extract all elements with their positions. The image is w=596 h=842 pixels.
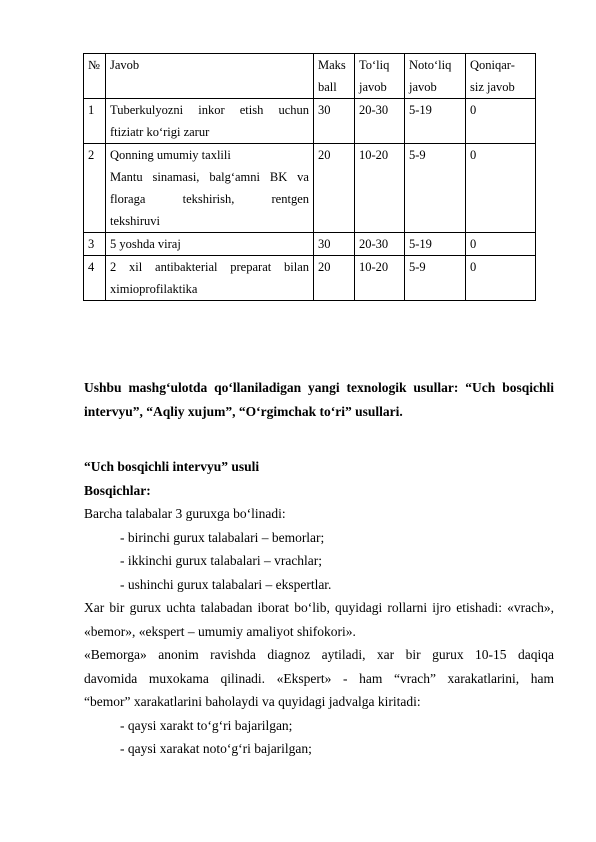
cell-answer: Tuberkulyozni inkor etish uchun ftiziatr ko‘rigi zarur (106, 99, 314, 144)
cell-incomplete: 5-9 (405, 144, 466, 233)
cell-correct: 10-20 (355, 256, 405, 301)
cell-correct: 10-20 (355, 144, 405, 233)
groups-intro: Barcha talabalar 3 guruxga bo‘linadi: (84, 506, 286, 521)
header-number: № (84, 54, 106, 99)
paragraph-line: «bemor», «ekspert – umumiy amaliyot shifokori». (84, 623, 356, 639)
header-max-score: Maks ball (314, 54, 355, 99)
table-row (84, 99, 536, 144)
header-incomplete-answer: Noto‘liq javob (405, 54, 466, 99)
table-header-row (84, 54, 536, 99)
table-row (84, 233, 536, 256)
cell-unsatisfactory: 0 (466, 144, 536, 233)
cell-max: 30 (314, 99, 355, 144)
header-unsatisfactory-answer: Qoniqar- siz javob (466, 54, 536, 99)
cell-incomplete: 5-9 (405, 256, 466, 301)
list-item: - qaysi xarakat noto‘g‘ri bajarilgan; (120, 741, 312, 756)
cell-unsatisfactory: 0 (466, 233, 536, 256)
stages-label: Bosqichlar: (84, 482, 151, 498)
cell-answer: 5 yoshda viraj (106, 233, 314, 256)
cell-max: 30 (314, 233, 355, 256)
list-item: - ushinchi gurux talabalari – ekspertlar. (120, 576, 332, 592)
cell-correct: 20-30 (355, 233, 405, 256)
list-item: - qaysi xarakt to‘g‘ri bajarilgan; (120, 717, 293, 733)
cell-answer: Qonning umumiy taxlili Mantu sinamasi, balg‘amni BK va floraga tekshirish, rentgen tekshiruvi (106, 144, 314, 233)
table-row (84, 144, 536, 233)
paragraph-line: «Bemorga» anonim ravishda diagnoz aytiladi, xar bir gurux 10-15 daqiqa (84, 647, 554, 662)
cell-unsatisfactory: 0 (466, 99, 536, 144)
scoring-table (83, 53, 536, 301)
table-row (84, 256, 536, 301)
cell-incomplete: 5-19 (405, 233, 466, 256)
paragraph-line: davomida muxokama qilinadi. «Ekspert» - ham “vrach” xarakatlarini, ham (84, 670, 554, 686)
paragraph-line: Xar bir gurux uchta talabadan iborat bo‘lib, quyidagi rollarni ijro etishadi: «vrach», (84, 600, 554, 615)
method-section (84, 455, 554, 761)
header-answer: Javob (106, 54, 314, 99)
cell-max: 20 (314, 256, 355, 301)
cell-number: 1 (84, 99, 106, 144)
list-item: - birinchi gurux talabalari – bemorlar; (120, 529, 325, 545)
header-complete-answer: To‘liq javob (355, 54, 405, 99)
cell-unsatisfactory: 0 (466, 256, 536, 301)
intro-paragraph: Ushbu mashg‘ulotda qo‘llaniladigan yangi texnologik usullar: “Uch bosqichli intervyu”, “Aqliy xujum”, “O‘rgimchak to‘ri” usullari. (84, 380, 554, 419)
cell-answer: 2 xil antibakterial preparat bilan ximioprofilaktika (106, 256, 314, 301)
cell-correct: 20-30 (355, 99, 405, 144)
cell-number: 4 (84, 256, 106, 301)
section-title: “Uch bosqichli intervyu” usuli (84, 459, 260, 474)
list-item: - ikkinchi gurux talabalari – vrachlar; (120, 553, 323, 568)
cell-incomplete: 5-19 (405, 99, 466, 144)
cell-number: 3 (84, 233, 106, 256)
cell-number: 2 (84, 144, 106, 233)
cell-max: 20 (314, 144, 355, 233)
paragraph-line: “bemor” xarakatlarini baholaydi va quyidagi jadvalga kiritadi: (84, 694, 421, 709)
